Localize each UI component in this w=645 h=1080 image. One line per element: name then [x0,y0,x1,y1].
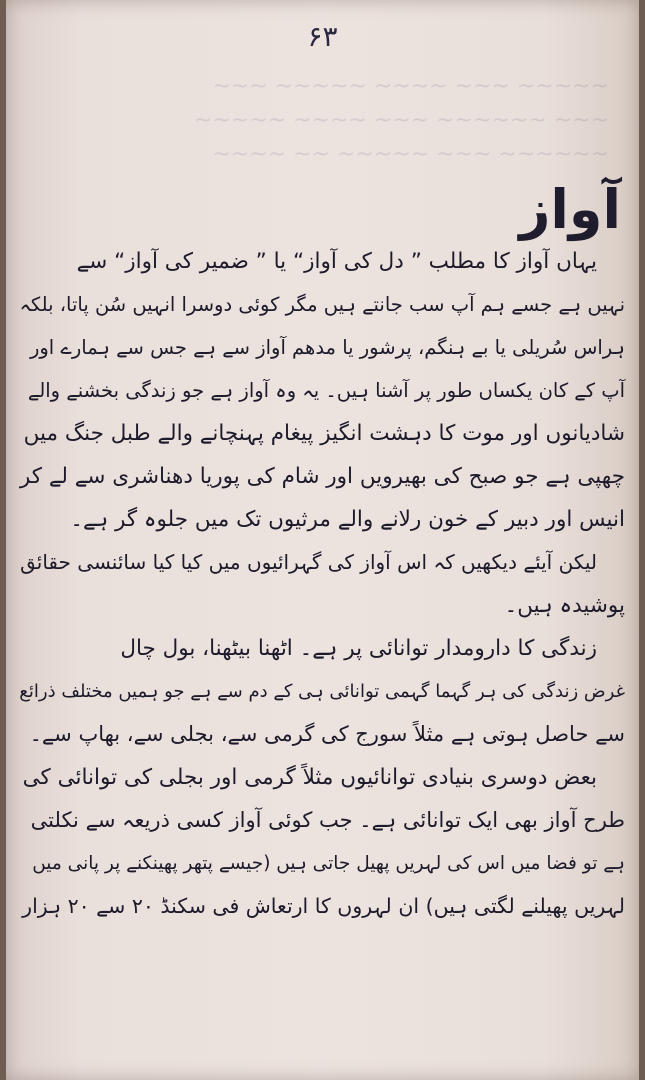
text-line: ہراس سُریلی یا بے ہنگم، پرشور یا مدھم آواز سے ہے جس سے ہمارے اور [29,336,625,359]
text-line: لیکن آیئے دیکھیں کہ اس آواز کی گہرائیوں میں کیا کیا سائنسی حقائق [20,550,597,574]
text-line: شادیانوں اور موت کا دہشت انگیز پیغام پہنچانے والے طبل جنگ میں [23,421,625,446]
text-line: یہاں آواز کا مطلب ” دل کی آواز“ یا ” ضمیر کی آواز“ سے [76,249,597,274]
show-through-text: ~~~~~ ~~~ ~~~~ ~~~~~ ~~~ ~~~ ~~~~~~ ~~~ ~~~~ ~~~~~ ~~~~~~ ~~~ ~~~~~ ~~ ~~~~ [193,74,609,167]
text-line: انیس اور دبیر کے خون رلانے والے مرثیوں تک میں جلوہ گر ہے۔ [70,507,625,532]
text-line: چھپی ہے جو صبح کی بھیرویں اور شام کی پوریا دھناشری سے لے کر [19,464,625,489]
text-line: زندگی کا دارومدار توانائی پر ہے۔ اٹھنا بیٹھنا، بول چال [120,636,597,661]
text-line: طرح آواز بھی ایک توانائی ہے۔ جب کوئی آواز کسی ذریعہ سے نکلتی [30,808,625,832]
chapter-heading: آواز [519,178,621,241]
text-line: بعض دوسری بنیادی توانائیوں مثلاً گرمی اور بجلی کی توانائی کی [22,765,597,790]
text-line: نہیں ہے جسے ہم آپ سب جانتے ہیں مگر کوئی دوسرا انہیں سُن پاتا، بلکہ [19,293,625,316]
text-line: آپ کے کان یکساں طور پر آشنا ہیں۔ یہ وہ آواز ہے جو زندگی بخشنے والے [27,379,625,402]
text-line: لہریں پھیلنے لگتی ہیں) ان لہروں کا ارتعاش فی سکنڈ ۲۰ سے ۲۰ ہزار [22,894,625,918]
text-line: ہے تو فضا میں اس کی لہریں پھیل جاتی ہیں (جیسے پتھر پھینکنے پر پانی میں [32,853,625,874]
text-line: غرض زندگی کی ہر گہما گہمی توانائی ہی کے دم سے ہے جو ہمیں مختلف ذرائع [19,681,625,702]
book-page [6,0,639,1080]
text-line: پوشیدہ ہیں۔ [504,593,625,618]
body-text [18,240,625,928]
page-number: ۶۳ [307,20,338,53]
text-line: سے حاصل ہوتی ہے مثلاً سورج کی گرمی سے، بجلی سے، بھاپ سے۔ [29,722,625,746]
